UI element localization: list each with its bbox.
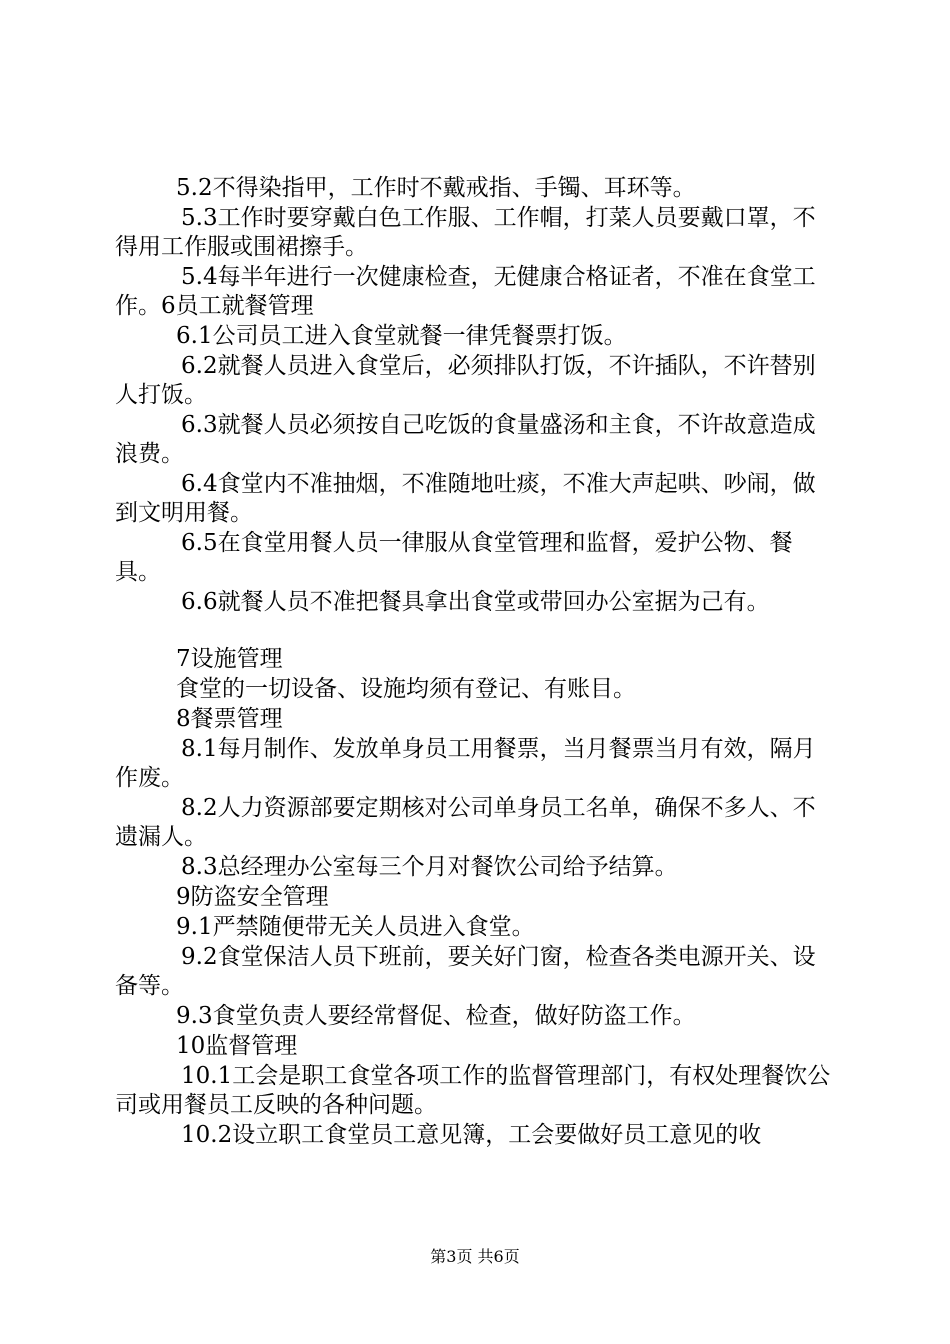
paragraph-8-2: 8.2人力资源部要定期核对公司单身员工名单，确保不多人、不遗漏人。 bbox=[115, 795, 816, 850]
paragraph-8-1: 8.1每月制作、发放单身员工用餐票，当月餐票当月有效，隔月作废。 bbox=[115, 736, 816, 791]
paragraph-5-2: 5.2不得染指甲，工作时不戴戒指、手镯、耳环等。 bbox=[176, 175, 696, 201]
paragraph-6-1: 6.1公司员工进入食堂就餐一律凭餐票打饭。 bbox=[176, 323, 627, 349]
paragraph-6-5: 6.5在食堂用餐人员一律服从食堂管理和监督，爱护公物、餐具。 bbox=[115, 530, 793, 585]
page-number-label: 第3页 共6页 bbox=[430, 1247, 520, 1266]
heading-9: 9防盗安全管理 bbox=[176, 884, 329, 910]
paragraph-10-1: 10.1工会是职工食堂各项工作的监督管理部门，有权处理餐饮公司或用餐员工反映的各种问题。 bbox=[115, 1063, 831, 1118]
paragraph-gap bbox=[115, 618, 835, 645]
paragraph-10-2: 10.2设立职工食堂员工意见簿，工会要做好员工意见的收 bbox=[181, 1122, 762, 1148]
paragraph-8-3: 8.3总经理办公室每三个月对餐饮公司给予结算。 bbox=[181, 854, 678, 880]
heading-7: 7设施管理 bbox=[176, 646, 283, 672]
heading-8: 8餐票管理 bbox=[176, 706, 283, 732]
paragraph-7-body: 食堂的一切设备、设施均须有登记、有账目。 bbox=[176, 676, 636, 702]
paragraph-6-4: 6.4食堂内不准抽烟，不准随地吐痰，不准大声起哄、吵闹，做到文明用餐。 bbox=[115, 471, 816, 526]
paragraph-6-3: 6.3就餐人员必须按自己吃饭的食量盛汤和主食，不许故意造成浪费。 bbox=[115, 412, 816, 467]
page-footer bbox=[0, 1247, 950, 1267]
paragraph-9-1: 9.1严禁随便带无关人员进入食堂。 bbox=[176, 914, 535, 940]
paragraph-9-2: 9.2食堂保洁人员下班前，要关好门窗，检查各类电源开关、设备等。 bbox=[115, 944, 816, 999]
paragraph-6-6: 6.6就餐人员不准把餐具拿出食堂或带回办公室据为己有。 bbox=[181, 589, 770, 615]
paragraph-6-2: 6.2就餐人员进入食堂后，必须排队打饭，不许插队，不许替别人打饭。 bbox=[115, 353, 816, 408]
heading-10: 10监督管理 bbox=[176, 1033, 298, 1059]
document-body bbox=[115, 174, 835, 1151]
paragraph-5-4: 5.4每半年进行一次健康检查，无健康合格证者，不准在食堂工作。6员工就餐管理 bbox=[115, 264, 816, 319]
paragraph-5-3: 5.3工作时要穿戴白色工作服、工作帽，打菜人员要戴口罩，不得用工作服或围裙擦手。 bbox=[115, 205, 816, 260]
paragraph-9-3: 9.3食堂负责人要经常督促、检查，做好防盗工作。 bbox=[176, 1003, 696, 1029]
